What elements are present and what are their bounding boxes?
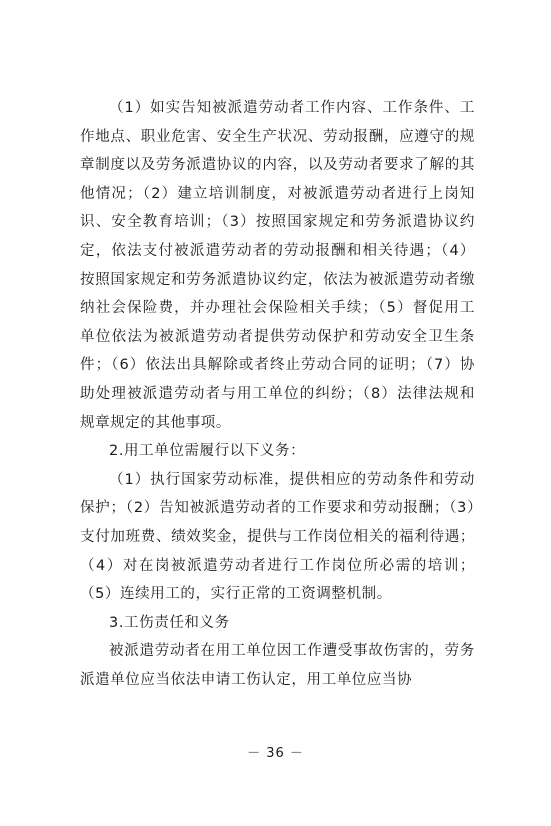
page-number: － 36 － bbox=[247, 746, 304, 761]
section-heading-work-injury: 3.工伤责任和义务 bbox=[109, 614, 230, 631]
section-heading-employer-obligations: 2.用工单位需履行以下义务： bbox=[109, 443, 306, 460]
paragraph-dispatch-unit-obligations: （1）如实告知被派遣劳动者工作内容、工作条件、工作地点、职业危害、安全生产状况、劳动报酬，应遵守的规章制度以及劳务派遣协议的内容，以及劳动者要求了解的其他情况；（2）建立培训制度，对被派遣劳动者进行上岗知识、安全教育培训；（3）按照国家规定和劳务派遣协议约定，依法支付被派遣劳动者的劳动报酬和相关待遇；（4）按照国家规定和劳务派遣协议约定，依法为被派遣劳动者缴纳社会保险费，并办理社会保险相关手续；（5）督促用工单位依法为被派遣劳动者提供劳动保护和劳动安全卫生条件；（6）依法出具解除或者终止劳动合同的证明；（7）协助处理被派遣劳动者与用工单位的纠纷；（8）法律法规和规章规定的其他事项。 bbox=[80, 100, 475, 431]
paragraph-work-injury: 被派遣劳动者在用工单位因工作遭受事故伤害的，劳务派遣单位应当依法申请工伤认定，用工单位应当协 bbox=[80, 643, 475, 688]
page-content bbox=[80, 94, 475, 694]
paragraph-employer-obligations: （1）执行国家劳动标准，提供相应的劳动条件和劳动保护；（2）告知被派遣劳动者的工作要求和劳动报酬；（3）支付加班费、绩效奖金，提供与工作岗位相关的福利待遇；（4）对在岗被派遣劳动者进行工作岗位所必需的培训；（5）连续用工的，实行正常的工资调整机制。 bbox=[80, 471, 475, 603]
